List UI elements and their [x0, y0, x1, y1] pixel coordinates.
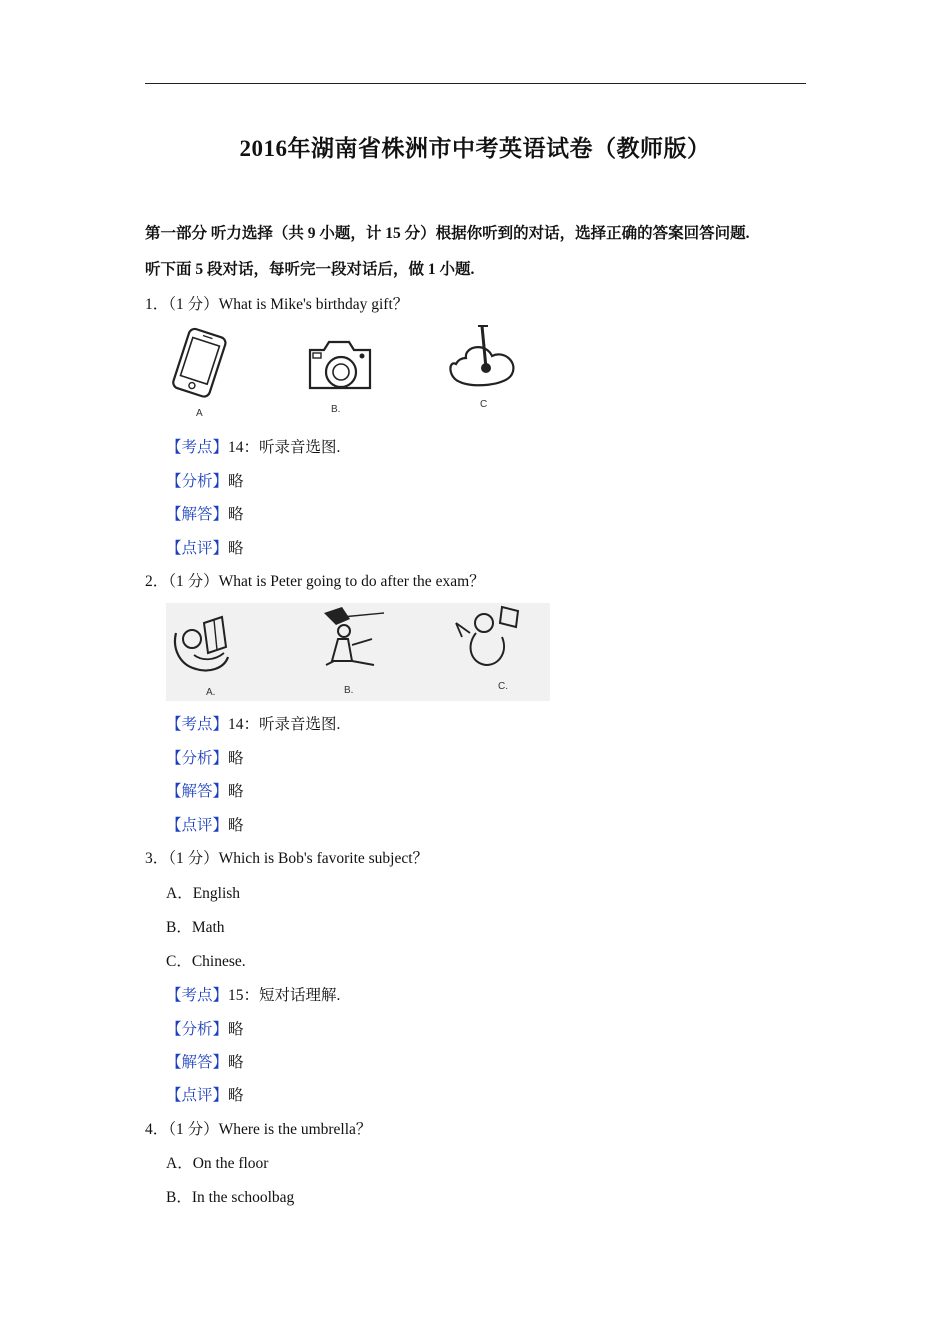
question-1-images [166, 322, 546, 422]
question-3-dianping: 【点评】略 [166, 1087, 244, 1104]
question-2-fenxi: 【分析】略 [166, 750, 244, 767]
phone-icon [172, 327, 227, 398]
image-label-a: A. [206, 687, 216, 698]
question-2-stem: 2．（1 分）What is Peter going to do after the exam？ [145, 573, 485, 590]
section-heading: 第一部分 听力选择（共 9 小题，计 15 分）根据你听到的对话，选择正确的答案回答问题. [145, 225, 750, 242]
question-3-option-a: A．English [166, 885, 241, 902]
question-4-option-a: A．On the floor [166, 1155, 269, 1172]
question-1-jieda: 【解答】略 [166, 506, 244, 523]
image-label-b: B. [344, 685, 354, 696]
question-2-images [166, 603, 550, 701]
image-label-b: B. [331, 404, 341, 415]
question-1-fenxi: 【分析】略 [166, 473, 244, 490]
page-title: 2016年湖南省株洲市中考英语试卷（教师版） [239, 136, 711, 161]
section-instruction: 听下面 5 段对话，每听完一段对话后，做 1 小题. [145, 261, 475, 278]
header-rule [145, 83, 806, 84]
question-3-kaodian: 【考点】15：短对话理解. [166, 987, 341, 1004]
question-2-kaodian: 【考点】14：听录音选图. [166, 716, 341, 733]
question-1-dianping: 【点评】略 [166, 540, 244, 557]
image-label-a: A [196, 408, 203, 419]
question-1-stem: 1．（1 分）What is Mike's birthday gift？ [145, 296, 409, 313]
question-4-stem: 4．（1 分）Where is the umbrella？ [145, 1121, 372, 1138]
guitar-icon [450, 326, 513, 385]
question-2-dianping: 【点评】略 [166, 817, 244, 834]
question-1-kaodian: 【考点】14：听录音选图. [166, 439, 341, 456]
question-3-jieda: 【解答】略 [166, 1054, 244, 1071]
question-3-option-b: B．Math [166, 919, 225, 936]
image-label-c: C [480, 399, 488, 410]
camera-icon [310, 342, 370, 388]
image-label-c: C. [498, 681, 508, 692]
question-3-option-c: C．Chinese. [166, 953, 246, 970]
question-2-jieda: 【解答】略 [166, 783, 244, 800]
question-3-fenxi: 【分析】略 [166, 1021, 244, 1038]
question-3-stem: 3．（1 分）Which is Bob's favorite subject？ [145, 850, 429, 867]
question-4-option-b: B．In the schoolbag [166, 1189, 295, 1206]
